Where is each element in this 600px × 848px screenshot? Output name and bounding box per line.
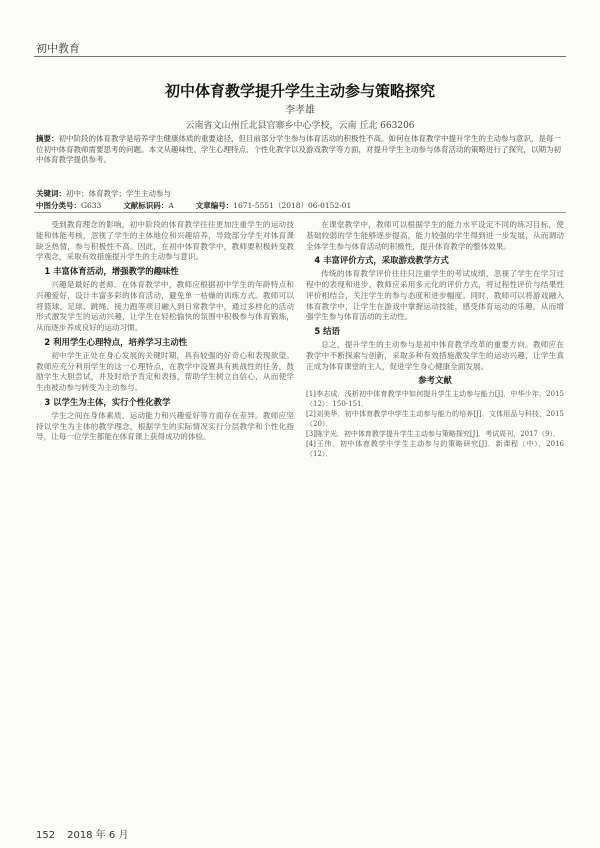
abstract (36, 134, 564, 166)
reference-item: [1]李志成．浅析初中体育教学中如何提升学生主动参与能力[J]．中华少年，2015（12）：150-151． (306, 390, 564, 409)
body-column-left (36, 220, 294, 820)
reference-item: [3]陈宇光．初中体育教学提升学生主动参与策略探究[J]．考试周刊，2017（9）． (306, 430, 560, 439)
issue-date: 2018 年 6 月 (67, 830, 129, 841)
doc-code (123, 200, 173, 211)
section-2-heading: 2 利用学生心理特点，培养学习主动性 (44, 336, 188, 347)
keywords-label: 关键词： (36, 189, 66, 198)
section-1-text: 兴趣是最好的老师。在体育教学中，教师应根据初中学生的年龄特点和兴趣爱好，设计丰富多彩的体育活动，避免单一枯燥的训练方式。教师可以将篮球、足球、跳绳、接力跑等项目融入到日常教学中，通过多样化的活动形式激发学生的运动兴趣，让学生在轻松愉快的氛围中积极参与体育锻炼，从而逐步养成良好的运动习惯。 (36, 279, 294, 333)
section-2-text: 初中学生正处在身心发展的关键时期，具有较强的好奇心和表现欲望。教师应充分利用学生的这一心理特点，在教学中设置具有挑战性的任务，鼓励学生大胆尝试，并及时给予肯定和表扬，帮助学生树立自信心，从而使学生由被动参与转变为主动参与。 (36, 350, 294, 393)
intro-paragraph: 受到教育理念的影响，初中阶段的体育教学往往更加注重学生的运动技能和体能考核，忽视了学生的主体地位和兴趣培养，导致部分学生对体育课缺乏热情，参与积极性不高。因此，在初中体育教学中，教师要积极转变教学观念，采取有效措施提升学生的主动参与意识。 (36, 220, 294, 262)
clc-number (36, 200, 101, 211)
section-5-text: 总之，提升学生的主动参与是初中体育教学改革的重要方向。教师应在教学中不断探索与创新，采取多种有效措施激发学生的运动兴趣，让学生真正成为体育课堂的主人，促进学生身心健康全面发展。 (306, 339, 564, 371)
clc-value: G633 (81, 201, 102, 210)
art-label: 文章编号： (195, 201, 234, 210)
section-5-heading: 5 结语 (314, 326, 340, 337)
section-3-heading: 3 以学生为主体，实行个性化教学 (44, 396, 171, 407)
keywords (36, 188, 564, 199)
article-metadata (36, 200, 564, 211)
body-column-right (306, 220, 564, 820)
page-number: 152 (36, 830, 56, 841)
section-3-continued: 在课堂教学中，教师可以根据学生的能力水平设定不同的练习目标，使基础较弱的学生能够逐步提高，能力较强的学生得到进一步发展，从而调动全体学生参与体育活动的积极性，提升体育教学的整体效果。 (306, 220, 564, 251)
author-name: 李孝雄 (285, 105, 315, 116)
section-4-heading: 4 丰富评价方式，采取游戏教学方式 (314, 255, 449, 266)
reference-item: [2]刘美华．初中体育教学中学生主动参与能力的培养[J]．文体用品与科技，2015（20）． (306, 410, 564, 429)
clc-label: 中图分类号： (36, 201, 81, 210)
section-3-text: 学生之间在身体素质、运动能力和兴趣爱好等方面存在差异。教师应坚持以学生为主体的教学理念，根据学生的实际情况实行分层教学和个性化指导，让每一位学生都能在体育课上获得成功的体验。 (36, 410, 294, 442)
keywords-text: 初中；体育教学；学生主动参与 (66, 189, 171, 198)
author-affiliation: 云南省文山州丘北县官寨乡中心学校，云南 丘北 663206 (185, 121, 415, 131)
running-head: 初中教育 (36, 42, 80, 55)
page-footer (36, 826, 128, 841)
reference-item: [4]王伟．初中体育教学中学生主动参与的策略研究[J]．新课程（中），2016（12）． (306, 440, 564, 459)
article-number (196, 200, 352, 211)
article-title: 初中体育教学提升学生主动参与策略探究 (164, 82, 435, 100)
section-4-text: 传统的体育教学评价往往只注重学生的考试成绩，忽视了学生在学习过程中的表现和进步。教师应采用多元化的评价方式，将过程性评价与结果性评价相结合，关注学生的参与态度和进步幅度。同时，教师可以将游戏融入体育教学中，让学生在游戏中掌握运动技能，感受体育运动的乐趣，从而增强学生参与体育活动的主动性。 (306, 269, 564, 322)
doc-label: 文献标识码： (123, 201, 169, 210)
abstract-text: 初中阶段的体育教学是培养学生健康体质的重要途径，但目前部分学生参与体育活动的积极性不高。如何在体育教学中提升学生的主动参与意识，是每一位初中体育教师需要思考的问题。本文从趣味性、学生心理特点、个性化教学以及游戏教学等方面，对提升学生主动参与体育活动的策略进行了探究，以期为初中体育教学提供参考。 (36, 134, 561, 165)
doc-value: A (168, 201, 174, 210)
references-heading: 参考文献 (418, 375, 452, 386)
metadata-divider (34, 212, 566, 213)
art-value: 1671-5551（2018）06-0152-01 (233, 201, 352, 210)
header-divider (34, 56, 566, 57)
abstract-label: 摘要： (36, 134, 59, 143)
section-1-heading: 1 丰富体育活动，增强教学的趣味性 (44, 266, 179, 277)
